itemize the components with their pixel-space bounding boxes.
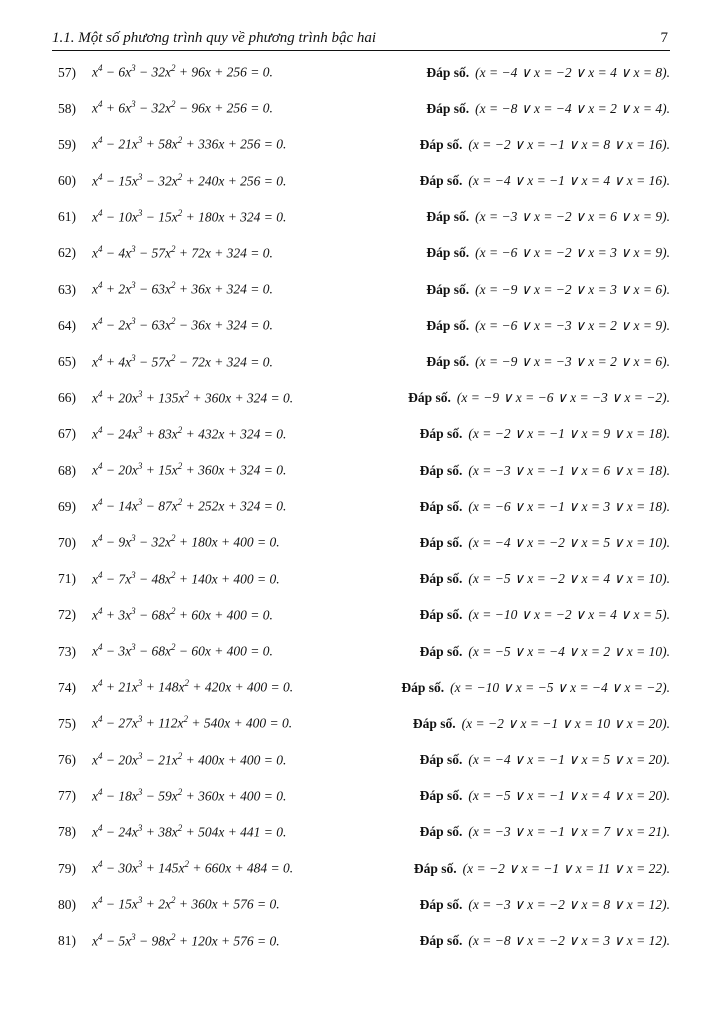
problem-list — [52, 63, 670, 968]
problem-row — [52, 497, 670, 533]
answer-label: Đáp số. — [419, 643, 463, 659]
problem-row — [52, 823, 670, 859]
answer-label: Đáp số. — [401, 679, 445, 695]
answer-label: Đáp số. — [426, 245, 470, 261]
problem-row — [52, 63, 670, 99]
answer-value: (x = −3 ∨ x = −1 ∨ x = 6 ∨ x = 18). — [468, 462, 670, 478]
problem-row — [52, 895, 670, 931]
problem-number: 64) — [58, 317, 76, 333]
answer-label: Đáp số. — [426, 100, 470, 116]
equation: $x^4 - 18x^3 - 59x^2 + 360x + 400 = 0$. — [92, 786, 287, 804]
answer-label: Đáp số. — [419, 607, 463, 623]
answer-label: Đáp số. — [426, 317, 470, 333]
problem-number: 65) — [58, 354, 76, 369]
answer-value: (x = −8 ∨ x = −2 ∨ x = 3 ∨ x = 12). — [468, 933, 670, 948]
answer-value: (x = −9 ∨ x = −6 ∨ x = −3 ∨ x = −2). — [456, 390, 670, 406]
problem-row — [52, 172, 670, 208]
problem-number: 74) — [58, 679, 76, 695]
problem-number: 73) — [58, 643, 76, 659]
problem-row — [52, 208, 670, 244]
answer-label: Đáp số. — [426, 281, 470, 297]
equation: $x^4 - 7x^3 - 48x^2 + 140x + 400 = 0$. — [92, 569, 280, 587]
answer-value: (x = −6 ∨ x = −2 ∨ x = 3 ∨ x = 9). — [475, 245, 670, 261]
equation: $x^4 + 2x^3 - 63x^2 + 36x + 324 = 0$. — [92, 280, 273, 297]
equation: $x^4 - 20x^3 + 15x^2 + 360x + 324 = 0$. — [92, 461, 287, 478]
equation: $x^4 - 15x^3 + 2x^2 + 360x + 576 = 0$. — [92, 895, 280, 912]
answer-value: (x = −2 ∨ x = −1 ∨ x = 11 ∨ x = 22). — [462, 860, 670, 876]
answer-value: (x = −9 ∨ x = −3 ∨ x = 2 ∨ x = 6). — [475, 354, 670, 369]
problem-row — [52, 425, 670, 461]
equation: $x^4 - 24x^3 + 83x^2 + 432x + 324 = 0$. — [92, 424, 287, 442]
problem-row — [52, 751, 670, 787]
answer-value: (x = −5 ∨ x = −4 ∨ x = 2 ∨ x = 10). — [468, 643, 670, 659]
problem-number: 57) — [58, 64, 76, 80]
problem-row — [52, 353, 670, 389]
problem-number: 59) — [58, 136, 76, 152]
problem-number: 78) — [58, 824, 76, 840]
answer-value: (x = −4 ∨ x = −1 ∨ x = 4 ∨ x = 16). — [468, 173, 670, 189]
answer-value: (x = −5 ∨ x = −1 ∨ x = 4 ∨ x = 20). — [468, 788, 670, 804]
problem-number: 75) — [58, 715, 76, 731]
problem-number: 79) — [58, 860, 76, 876]
problem-number: 61) — [58, 209, 76, 225]
answer-label: Đáp số. — [419, 426, 463, 442]
equation: $x^4 - 9x^3 - 32x^2 + 180x + 400 = 0$. — [92, 533, 280, 550]
problem-row — [52, 678, 670, 714]
equation: $x^4 + 6x^3 - 32x^2 - 96x + 256 = 0$. — [92, 99, 273, 116]
problem-row — [52, 99, 670, 135]
problem-number: 81) — [58, 933, 76, 948]
answer-label: Đáp số. — [419, 933, 463, 948]
equation: $x^4 - 15x^3 - 32x^2 + 240x + 256 = 0$. — [92, 171, 287, 189]
problem-number: 62) — [58, 245, 76, 261]
problem-number: 71) — [58, 571, 76, 587]
problem-row — [52, 135, 670, 171]
equation: $x^4 - 4x^3 - 57x^2 + 72x + 324 = 0$. — [92, 243, 273, 261]
page-number: 7 — [660, 30, 668, 46]
problem-number: 80) — [58, 896, 76, 912]
answer-label: Đáp số. — [419, 462, 463, 478]
section-title: 1.1. Một số phương trình quy về phương trình bậc hai — [52, 30, 377, 46]
problem-row — [52, 642, 670, 678]
answer-value: (x = −4 ∨ x = −2 ∨ x = 5 ∨ x = 10). — [468, 534, 670, 550]
equation: $x^4 - 20x^3 - 21x^2 + 400x + 400 = 0$. — [92, 750, 287, 768]
problem-row — [52, 389, 670, 425]
equation: $x^4 - 10x^3 - 15x^2 + 180x + 324 = 0$. — [92, 207, 287, 225]
equation: $x^4 - 2x^3 - 63x^2 - 36x + 324 = 0$. — [92, 316, 273, 333]
equation: $x^4 + 4x^3 - 57x^2 - 72x + 324 = 0$. — [92, 352, 273, 369]
problem-row — [52, 787, 670, 823]
problem-number: 77) — [58, 788, 76, 804]
problem-row — [52, 461, 670, 497]
problem-row — [52, 244, 670, 280]
problem-row — [52, 859, 670, 895]
problem-number: 60) — [58, 173, 76, 189]
answer-value: (x = −8 ∨ x = −4 ∨ x = 2 ∨ x = 4). — [475, 100, 670, 116]
answer-label: Đáp số. — [426, 354, 470, 369]
answer-value: (x = −3 ∨ x = −2 ∨ x = 6 ∨ x = 9). — [475, 209, 670, 225]
answer-value: (x = −9 ∨ x = −2 ∨ x = 3 ∨ x = 6). — [475, 281, 670, 297]
answer-value: (x = −6 ∨ x = −1 ∨ x = 3 ∨ x = 18). — [468, 498, 670, 514]
problem-row — [52, 714, 670, 750]
equation: $x^4 + 20x^3 + 135x^2 + 360x + 324 = 0$. — [92, 388, 294, 406]
problem-row — [52, 606, 670, 642]
answer-label: Đáp số. — [419, 534, 463, 550]
problem-row — [52, 570, 670, 606]
answer-value: (x = −2 ∨ x = −1 ∨ x = 8 ∨ x = 16). — [468, 136, 670, 152]
answer-label: Đáp số. — [412, 715, 456, 731]
answer-value: (x = −10 ∨ x = −5 ∨ x = −4 ∨ x = −2). — [450, 679, 670, 695]
answer-value: (x = −10 ∨ x = −2 ∨ x = 4 ∨ x = 5). — [468, 607, 670, 623]
answer-value: (x = −2 ∨ x = −1 ∨ x = 10 ∨ x = 20). — [461, 715, 670, 731]
answer-label: Đáp số. — [419, 752, 463, 768]
equation: $x^4 - 6x^3 - 32x^2 + 96x + 256 = 0$. — [92, 63, 273, 80]
answer-value: (x = −2 ∨ x = −1 ∨ x = 9 ∨ x = 18). — [468, 426, 670, 442]
problem-number: 76) — [58, 752, 76, 768]
equation: $x^4 + 21x^3 + 148x^2 + 420x + 400 = 0$. — [92, 678, 294, 695]
answer-label: Đáp số. — [408, 390, 451, 406]
answer-value: (x = −5 ∨ x = −2 ∨ x = 4 ∨ x = 10). — [468, 571, 670, 587]
answer-label: Đáp số. — [426, 209, 470, 225]
problem-number: 68) — [58, 462, 76, 478]
answer-label: Đáp số. — [419, 136, 463, 152]
problem-number: 63) — [58, 281, 76, 297]
answer-label: Đáp số. — [419, 498, 463, 514]
answer-value: (x = −3 ∨ x = −1 ∨ x = 7 ∨ x = 21). — [468, 824, 670, 840]
answer-label: Đáp số. — [419, 571, 463, 587]
problem-number: 58) — [58, 100, 76, 116]
problem-row — [52, 316, 670, 352]
answer-label: Đáp số. — [419, 173, 463, 189]
answer-value: (x = −4 ∨ x = −2 ∨ x = 4 ∨ x = 8). — [475, 64, 670, 80]
answer-value: (x = −4 ∨ x = −1 ∨ x = 5 ∨ x = 20). — [468, 752, 670, 768]
equation: $x^4 - 14x^3 - 87x^2 + 252x + 324 = 0$. — [92, 497, 287, 514]
answer-label: Đáp số. — [413, 860, 457, 876]
equation: $x^4 - 3x^3 - 68x^2 - 60x + 400 = 0$. — [92, 642, 273, 659]
answer-label: Đáp số. — [419, 824, 463, 840]
equation: $x^4 - 24x^3 + 38x^2 + 504x + 441 = 0$. — [92, 822, 287, 840]
problem-row — [52, 932, 670, 968]
answer-label: Đáp số. — [419, 788, 463, 804]
problem-number: 69) — [58, 498, 76, 514]
problem-number: 67) — [58, 426, 76, 442]
problem-row — [52, 280, 670, 316]
equation: $x^4 + 3x^3 - 68x^2 + 60x + 400 = 0$. — [92, 605, 273, 623]
answer-label: Đáp số. — [419, 896, 463, 912]
problem-number: 70) — [58, 534, 76, 550]
answer-value: (x = −6 ∨ x = −3 ∨ x = 2 ∨ x = 9). — [475, 317, 670, 333]
problem-row — [52, 533, 670, 569]
answer-value: (x = −3 ∨ x = −2 ∨ x = 8 ∨ x = 12). — [468, 896, 670, 912]
problem-number: 72) — [58, 607, 76, 623]
problem-number: 66) — [58, 390, 76, 406]
page-header — [52, 28, 670, 51]
answer-label: Đáp số. — [426, 64, 470, 80]
equation: $x^4 - 30x^3 + 145x^2 + 660x + 484 = 0$. — [92, 859, 294, 876]
equation: $x^4 - 5x^3 - 98x^2 + 120x + 576 = 0$. — [92, 931, 280, 948]
equation: $x^4 - 21x^3 + 58x^2 + 336x + 256 = 0$. — [92, 135, 287, 152]
equation: $x^4 - 27x^3 + 112x^2 + 540x + 400 = 0$. — [92, 714, 293, 731]
